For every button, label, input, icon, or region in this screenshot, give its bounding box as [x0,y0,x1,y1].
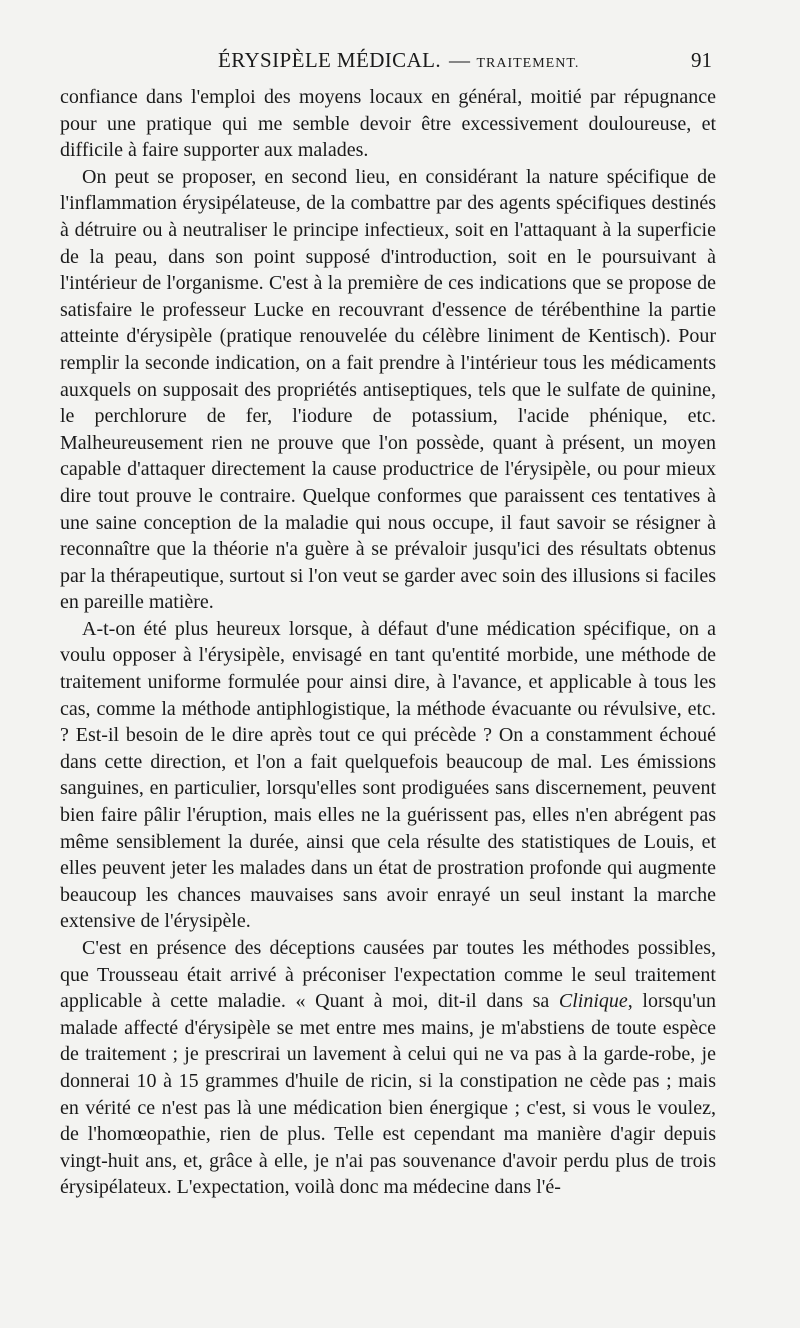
header-section: TRAITEMENT. [476,56,580,71]
paragraph: A-t-on été plus heureux lorsque, à défaut d'une médication spécifique, on a voulu opposer à l'érysipèle, envisagé en tant qu'entité morbide, une méthode de traitement uniforme formulée pour ainsi dire, à l'avance, et applicable à tous les cas, comme la méthode antiphlogistique, la méthode évacuante ou révulsive, etc. ? Est-il besoin de le dire après tout ce qui précède ? On a constamment échoué dans cette direction, et l'on a fait quelquefois beaucoup de mal. Les émissions sanguines, en particulier, lorsqu'elles sont prodiguées sans discernement, peuvent bien faire pâlir l'éruption, mais elles ne la guérissent pas, elles n'en abrégent pas même sensiblement la durée, ainsi que cela résulte des statistiques de Louis, et elles peuvent jeter les malades dans un état de prostration profonde qui augmente beaucoup les chances mauvaises sans avoir enrayé un seul instant la marche extensive de l'érysipèle. [60,617,716,933]
paragraph [60,935,716,1201]
body-text [60,84,716,1201]
italic-work-title: Clinique [558,990,628,1013]
header-separator: — [449,48,471,72]
paragraph-continued: confiance dans l'emploi des moyens locaux en général, moitié par répugnance pour une pratique qui me semble devoir être excessivement douloureuse, et difficile à faire supporter aux malades. [60,86,716,162]
page-number: 91 [691,48,712,72]
running-title [218,48,579,73]
running-header [60,48,712,78]
paragraph-text: C'est en présence des déceptions causées par toutes les méthodes possibles, que Trousseau était arrivé à préconiser l'expectation comme le seul traitement applicable à cette maladie. « Quant à moi, dit-il dans sa [60,937,716,1013]
paragraph-text: , lorsqu'un malade affecté d'érysipèle se met entre mes mains, je m'abstiens de toute espèce de traitement ; je prescrirai un lavement à celui qui ne va pas à la garde-robe, je donnerai 10 à 15 grammes d'huile de ricin, si la constipation ne cède pas ; mais en vérité ce n'est pas là une médication bien énergique ; c'est, si vous le voulez, de l'homœopathie, rien de plus. Telle est cependant ma manière d'agir depuis vingt-huit ans, et, grâce à elle, je n'ai pas souvenance d'avoir perdu plus de trois érysipélateux. L'expectation, voilà donc ma médecine dans l'é- [60,990,716,1199]
paragraph: On peut se proposer, en second lieu, en considérant la nature spécifique de l'inflammation érysipélateuse, de la combattre par des agents spécifiques destinés à détruire ou à neutraliser le principe infectieux, soit en l'attaquant à la superficie de la peau, dans son point supposé d'introduction, soit en le poursuivant à l'intérieur de l'organisme. C'est à la première de ces indications que se propose de satisfaire le professeur Lucke en recouvrant d'essence de térébenthine la partie atteinte d'érysipèle (pratique renouvelée du célèbre liniment de Kentisch). Pour remplir la seconde indication, on a fait prendre à l'intérieur tous les médicaments auxquels on supposait des propriétés antiseptiques, tels que le sulfate de quinine, le perchlorure de fer, l'iodure de potassium, l'acide phénique, etc. Malheureusement rien ne prouve que l'on possède, quant à présent, un moyen capable d'attaquer directement la cause productrice de l'érysipèle, ou pour mieux dire tout prouve le contraire. Quelque conformes que paraissent ces tentatives à une saine conception de la maladie qui nous occupe, il faut savoir se résigner à reconnaître que la théorie n'a guère à se prévaloir jusqu'ici des résultats obtenus par la thérapeutique, surtout si l'on veut se garder avec soin des illusions si faciles en pareille matière. [60,165,716,614]
header-title: ÉRYSIPÈLE MÉDICAL. [218,48,442,72]
